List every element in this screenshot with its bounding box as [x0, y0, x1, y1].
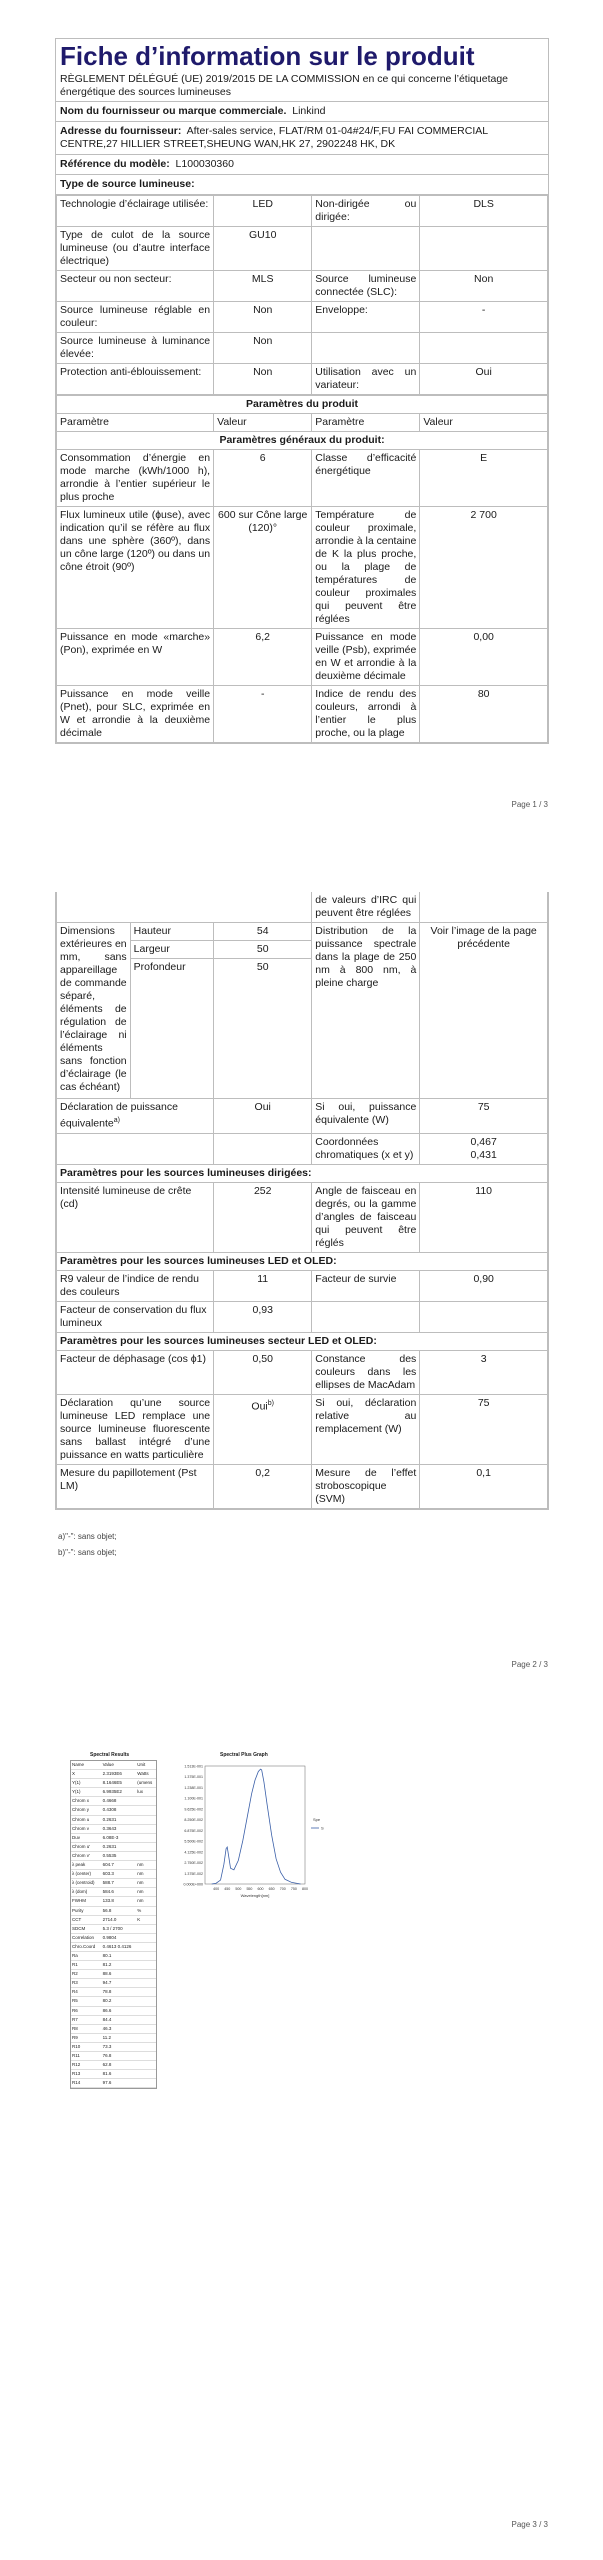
spectral-cell: nm [137, 1898, 144, 1904]
type-label: Type de culot de la source lumineuse (ou d’autre interface électrique) [57, 227, 214, 271]
type-label: Enveloppe: [312, 302, 420, 333]
spectral-cell: λ peak [72, 1862, 86, 1868]
r9-value: 11 [214, 1270, 312, 1301]
spectral-row [71, 1979, 156, 1988]
spectral-cell: 0.2631 [102, 1816, 117, 1822]
spectral-row [71, 1952, 156, 1961]
params-table [56, 395, 548, 743]
type-label: Protection anti-éblouissement: [57, 364, 214, 395]
spectral-row [71, 2007, 156, 2016]
spectral-cell: 0.9804 [102, 1934, 117, 1940]
y-tick-label: 9.625E-002 [184, 1807, 203, 1812]
macadam-value: 3 [420, 1350, 548, 1394]
page-1-frame [55, 38, 549, 744]
replace-value: Oui [251, 1400, 268, 1412]
spectral-cell: 8.1646E5 [102, 1780, 122, 1786]
spectral-cell [136, 2025, 156, 2033]
spectral-cell: R4 [72, 1989, 78, 1995]
peak-label: Intensité lumineuse de crête (cd) [57, 1182, 214, 1252]
plot-area [205, 1766, 305, 1884]
type-value: LED [214, 196, 312, 227]
param-value: 80 [420, 686, 548, 743]
param-label: Indice de rendu des couleurs, arrondi à l’entier le plus proche, ou la plage [312, 686, 420, 743]
col-param-2: Paramètre [312, 414, 420, 432]
supplier-label: Nom du fournisseur ou marque commerciale. [60, 105, 287, 117]
spectral-cell: 133.8 [102, 1898, 114, 1904]
x-tick-label: 650 [268, 1887, 275, 1891]
type-label: Non-dirigée ou dirigée: [312, 196, 420, 227]
y-tick-label: 6.875E-002 [184, 1828, 203, 1833]
x-tick-label: 550 [246, 1887, 253, 1891]
spectral-cell: λ (dom) [72, 1889, 88, 1895]
phase-label: Facteur de déphasage (cos ϕ1) [57, 1350, 214, 1394]
spectral-cell [136, 1806, 156, 1814]
dim-value: 54 [214, 923, 312, 941]
type-label: Source lumineuse à luminance élevée: [57, 333, 214, 364]
spectral-cell: 11.2 [102, 2034, 112, 2040]
params-table-continued [56, 892, 548, 1509]
y-tick-label: 1.238E-001 [184, 1785, 203, 1790]
spectral-cell: 78.8 [102, 1989, 112, 1995]
y-tick-label: 2.750E-002 [184, 1861, 203, 1866]
type-row [57, 302, 548, 333]
model-row [56, 155, 548, 175]
type-value: Non [214, 364, 312, 395]
spectral-report-image [70, 1752, 340, 2180]
general-header: Paramètres généraux du produit: [57, 432, 548, 450]
spectral-cell: nm [137, 1862, 144, 1868]
flicker-value: 0,2 [214, 1464, 312, 1508]
type-label: Utilisation avec un variateur: [312, 364, 420, 395]
led-header: Paramètres pour les sources lumineuses LED et OLED: [57, 1252, 548, 1270]
spectral-cell: Y(1) [72, 1780, 81, 1786]
spectral-row [71, 1843, 156, 1852]
spectral-chart-title: Spectral Plus Graph [220, 1752, 268, 1758]
spectral-cell: X [72, 1771, 76, 1777]
page-number: Page 1 / 3 [511, 800, 548, 809]
spectral-cell: Chro.Coord [72, 1943, 96, 1949]
spectral-cell [136, 2061, 156, 2069]
spectral-cell: FWHM [72, 1898, 86, 1904]
spectral-cell [136, 2079, 156, 2087]
replace-w-label: Si oui, déclaration relative au remplacement (W) [312, 1394, 420, 1464]
type-value: Non [420, 271, 548, 302]
spectral-cell: Duv [72, 1834, 81, 1840]
mains-header: Paramètres pour les sources lumineuses secteur LED et OLED: [57, 1332, 548, 1350]
spectral-cell: R2 [72, 1971, 78, 1977]
spectral-cell [136, 1934, 156, 1942]
dim-value: 50 [214, 941, 312, 959]
spectral-cell: 46.3 [102, 2025, 112, 2031]
regulation-text: RÈGLEMENT DÉLÉGUÉ (UE) 2019/2015 DE LA COMMISSION en ce qui concerne l’étiquetage énergétique des sources lumineuses [56, 71, 548, 102]
type-value: - [420, 302, 548, 333]
page-title: Fiche d’information sur le produit [60, 41, 475, 71]
y-tick-label: 1.100E-001 [184, 1796, 203, 1801]
address-value: After-sales service, FLAT/RM 01-04#24/F,FU FAI COMMERCIAL CENTRE,27 HILLIER STREET,SHEUNG WAN,HK 27, 2902248 HK, DK [60, 125, 488, 150]
model-label: Référence du modèle: [60, 158, 170, 170]
spectral-cell: Name [72, 1762, 85, 1767]
type-value: Non [214, 333, 312, 364]
spectral-cell: 604.7 [102, 1862, 114, 1868]
dims-label: Dimensions extérieures en mm, sans appareillage de commande séparé, éléments de régulation de l’éclairage ni éléments sans fonction d’éclairage (le cas échéant) [57, 923, 131, 1099]
supplier-value: Linkind [292, 105, 326, 117]
param-label: Température de couleur proximale, arrondie à la centaine de K la plus proche, ou la plage de températures de couleur proximales qui peuvent être réglées [312, 507, 420, 629]
address-label: Adresse du fournisseur: [60, 125, 182, 137]
spectral-cell: 88.6 [102, 1971, 112, 1977]
equiv-label: Déclaration de puissance équivalente [60, 1101, 178, 1130]
spectral-cell: nm [137, 1889, 144, 1895]
spectral-cell: lux [137, 1789, 143, 1795]
dim-name: Largeur [130, 941, 213, 959]
type-value [420, 227, 548, 271]
spectral-cell: % [137, 1907, 142, 1913]
equiv-w-label: Si oui, puissance équivalente (W) [312, 1099, 420, 1134]
spectral-cell: 0.4613 0.4126 [102, 1943, 132, 1949]
type-table [56, 195, 548, 395]
spectral-cell: Chrom v [72, 1825, 90, 1831]
spectral-row [71, 2016, 156, 2025]
spectral-row [71, 2061, 156, 2070]
spectral-cell: 2714.0 [102, 1916, 117, 1922]
page-3 [0, 1720, 603, 2560]
r9-label: R9 valeur de l’indice de rendu des couleurs [57, 1270, 214, 1301]
spectral-cell [136, 2016, 156, 2024]
beam-value: 110 [420, 1182, 548, 1252]
spectral-row [71, 2070, 156, 2079]
equiv-value: Oui [214, 1099, 312, 1134]
spectral-row [71, 1988, 156, 1997]
spectral-cell: 0.2631 [102, 1843, 117, 1849]
type-value: GU10 [214, 227, 312, 271]
type-value: MLS [214, 271, 312, 302]
spectral-row [71, 1825, 156, 1834]
spectral-cell: 62.8 [102, 2062, 112, 2068]
spectral-cell: Correlation [72, 1934, 95, 1940]
spectral-row [71, 1806, 156, 1815]
spectral-cell [136, 1979, 156, 1987]
replace-sup: b) [267, 1399, 274, 1407]
spectral-cell: 86.6 [102, 2007, 112, 2013]
spectral-label: Distribution de la puissance spectrale dans la plage de 250 nm à 800 nm, à pleine charge [312, 923, 420, 1099]
address-row [56, 122, 548, 155]
replace-label: Déclaration qu’une source lumineuse LED remplace une source lumineuse fluorescente sans ballast intégré d’une puissance en watts particulière [57, 1394, 214, 1464]
spectral-row [71, 1997, 156, 2006]
spectral-cell: λ (centroid) [72, 1880, 95, 1886]
spectral-cell: 6.08E-3 [102, 1834, 119, 1840]
param-value: 2 700 [420, 507, 548, 629]
type-row [57, 227, 548, 271]
spectral-cell: 588.7 [102, 1880, 114, 1886]
dim-name: Hauteur [130, 923, 213, 941]
page-2-frame [55, 892, 549, 1510]
spectral-row [71, 1852, 156, 1861]
spectral-row [71, 1761, 156, 1770]
param-label: Puissance en mode veille (Pnet), pour SLC, exprimée en W et arrondie à la deuxième décimale [57, 686, 214, 743]
spectral-cell: R9 [72, 2034, 78, 2040]
spectral-cell [136, 1816, 156, 1824]
spectral-cell: 80.1 [102, 1952, 112, 1958]
spectral-cell: K [137, 1916, 141, 1922]
spectral-cell: 94.7 [102, 1980, 112, 1986]
model-value: L100030360 [175, 158, 234, 170]
page-1 [0, 0, 603, 820]
spectral-cell [136, 1825, 156, 1833]
spectral-cell [136, 1997, 156, 2005]
supplier-row [56, 102, 548, 122]
spectral-row [71, 1907, 156, 1916]
type-label: Source lumineuse réglable en couleur: [57, 302, 214, 333]
spectral-cell: R14 [72, 2080, 81, 2086]
spectral-row [71, 1934, 156, 1943]
col-param-1: Paramètre [57, 414, 214, 432]
spectral-row [71, 1870, 156, 1879]
spectral-row [71, 1943, 156, 1952]
type-row [57, 333, 548, 364]
spectral-table-title: Spectral Results [90, 1752, 130, 1758]
col-value-1: Valeur [214, 414, 312, 432]
param-label: Flux lumineux utile (ɸuse), avec indication qu’il se réfère au flux dans une sphère (360º), dans un cône large (120º) ou dans un cône étroit (90º) [57, 507, 214, 629]
spectral-row [71, 1916, 156, 1925]
x-axis-label: Wavelength[nm] [240, 1893, 270, 1898]
y-tick-label: 0.000E+000 [183, 1882, 203, 1887]
param-label: Classe d’efficacité énergétique [312, 450, 420, 507]
spectral-cell: 81.2 [102, 1962, 112, 1968]
spectral-cell: Y(1) [72, 1789, 81, 1795]
y-tick-label: 4.125E-002 [184, 1850, 203, 1855]
spectral-results-table [70, 1760, 157, 2089]
param-value: 0,00 [420, 629, 548, 686]
spectral-cell: Ra [72, 1952, 78, 1958]
col-value-2: Valeur [420, 414, 548, 432]
spectral-cell: Chrom x [72, 1798, 90, 1804]
spectral-cell [136, 1943, 156, 1951]
footnote-a: a)"-": sans objet; [58, 1532, 117, 1541]
spectral-cell [136, 2007, 156, 2015]
spectral-row [71, 1970, 156, 1979]
spectral-cell: R6 [72, 2007, 78, 2013]
spectral-row [71, 1770, 156, 1779]
general-row [57, 686, 548, 743]
params-header: Paramètres du produit [57, 396, 548, 414]
spectral-cell: R10 [72, 2043, 81, 2049]
y-tick-label: 5.500E-002 [184, 1839, 203, 1844]
spectral-row [71, 1779, 156, 1788]
footnote-b: b)"-": sans objet; [58, 1548, 117, 1557]
param-value: - [214, 686, 312, 743]
macadam-label: Constance des couleurs dans les ellipses de MacAdam [312, 1350, 420, 1394]
legend-entry: S [321, 1825, 324, 1831]
spectral-cell: Chrom u [72, 1816, 90, 1822]
directed-header: Paramètres pour les sources lumineuses dirigées: [57, 1164, 548, 1182]
spectral-cell: 603.3 [102, 1871, 114, 1877]
x-tick-label: 700 [279, 1887, 286, 1891]
x-tick-label: 750 [290, 1887, 297, 1891]
spectral-chart [165, 1760, 335, 1910]
spectral-cell: 81.6 [102, 2071, 112, 2077]
spectral-cell: Chrom v' [72, 1852, 90, 1858]
page-number: Page 3 / 3 [511, 2520, 548, 2529]
type-value: Oui [420, 364, 548, 395]
spectral-row [71, 2079, 156, 2088]
spectral-row [71, 1788, 156, 1797]
y-tick-label: 1.375E-002 [184, 1871, 203, 1876]
spectral-row [71, 1816, 156, 1825]
type-label: Technologie d’éclairage utilisée: [57, 196, 214, 227]
type-row [57, 271, 548, 302]
type-header: Type de source lumineuse: [56, 175, 548, 195]
x-tick-label: 450 [224, 1887, 231, 1891]
beam-label: Angle de faisceau en degrés, ou la gamme d’angles de faisceau qui peuvent être réglés [312, 1182, 420, 1252]
cri-continued: de valeurs d’IRC qui peuvent être réglées [312, 892, 420, 923]
spectral-cell: R11 [72, 2053, 80, 2058]
spectral-cell [136, 2034, 156, 2042]
spectral-cell: nm [137, 1880, 144, 1886]
spectral-row [71, 1925, 156, 1934]
spectral-cell: Purity [72, 1907, 84, 1913]
general-row [57, 450, 548, 507]
y-tick-label: 8.250E-002 [184, 1818, 203, 1823]
spectral-cell: 0.5535 [102, 1852, 117, 1858]
spectral-cell: (umens [137, 1780, 153, 1786]
spectral-cell [136, 1925, 156, 1933]
param-label: Puissance en mode «marche» (Pon), exprimée en W [57, 629, 214, 686]
spectral-cell: 6.9935E2 [102, 1789, 122, 1795]
spectral-cell: 84.4 [102, 2016, 112, 2022]
spectral-cell: R7 [72, 2016, 78, 2022]
chroma-x: 0,467 [470, 1135, 497, 1148]
chroma-label: Coordonnées chromatiques (x et y) [312, 1133, 420, 1164]
spectral-cell: R1 [72, 1962, 78, 1968]
spectral-cell [136, 2043, 156, 2051]
spectral-cell: 76.8 [102, 2053, 112, 2058]
spectral-cell: 80.2 [102, 1998, 112, 2004]
y-tick-label: 1.375E-001 [184, 1775, 203, 1780]
survival-value: 0,90 [420, 1270, 548, 1301]
svm-value: 0,1 [420, 1464, 548, 1508]
general-row [57, 629, 548, 686]
spectral-row [71, 1861, 156, 1870]
spectral-cell [136, 1970, 156, 1978]
spectral-cell: R5 [72, 1998, 78, 2004]
spectral-row [71, 1834, 156, 1843]
y-tick-label: 1.513E-001 [184, 1764, 203, 1769]
spectral-cell: 0.4308 [102, 1807, 117, 1813]
lumen-label: Facteur de conservation du flux lumineux [57, 1301, 214, 1332]
type-label: Source lumineuse connectée (SLC): [312, 271, 420, 302]
spectral-cell: 0.3643 [102, 1825, 117, 1831]
spectral-cell: 5.3 / 2700 [102, 1925, 123, 1931]
param-label: Consommation d’énergie en mode marche (kWh/1000 h), arrondie à l’entier supérieur le plus proche [57, 450, 214, 507]
phase-value: 0,50 [214, 1350, 312, 1394]
spectral-row [71, 1888, 156, 1897]
spectral-cell: 73.3 [102, 2043, 112, 2049]
lumen-value: 0,93 [214, 1301, 312, 1332]
spectral-cell [136, 2070, 156, 2078]
spectral-row [71, 2034, 156, 2043]
param-value: 6,2 [214, 629, 312, 686]
spectral-cell [136, 1988, 156, 1996]
spectral-row [71, 1961, 156, 1970]
spectral-cell: Value [102, 1762, 114, 1767]
x-tick-label: 400 [213, 1887, 220, 1891]
type-label [312, 333, 420, 364]
equiv-w-value: 75 [420, 1099, 548, 1134]
spectral-row [71, 2025, 156, 2034]
page-number: Page 2 / 3 [511, 1660, 548, 1669]
type-row [57, 196, 548, 227]
survival-label: Facteur de survie [312, 1270, 420, 1301]
type-value: DLS [420, 196, 548, 227]
spectral-cell [136, 1961, 156, 1969]
spectral-row [71, 2043, 156, 2052]
general-row [57, 507, 548, 629]
spectral-cell: 584.6 [102, 1889, 114, 1895]
spectral-cell [136, 1852, 156, 1860]
page-2 [0, 880, 603, 1700]
spectral-cell: Chrom y [72, 1807, 90, 1813]
equiv-sup: a) [113, 1117, 120, 1124]
param-label: Puissance en mode veille (Psb), exprimée en W et arrondie à la deuxième décimale [312, 629, 420, 686]
spectral-row [71, 2052, 156, 2061]
replace-w-value: 75 [420, 1394, 548, 1464]
spectral-cell: R3 [72, 1980, 78, 1986]
spectral-cell: CCT [72, 1916, 82, 1922]
spectral-cell: Unit [137, 1762, 146, 1767]
param-value: 6 [214, 450, 312, 507]
spectral-cell: R13 [72, 2071, 81, 2077]
x-tick-label: 500 [235, 1887, 242, 1891]
type-label [312, 227, 420, 271]
type-value [420, 333, 548, 364]
spectral-cell: Chrom u' [72, 1843, 91, 1849]
spectral-row [71, 1797, 156, 1806]
peak-value: 252 [214, 1182, 312, 1252]
dim-value: 50 [214, 959, 312, 1099]
type-row [57, 364, 548, 395]
spectral-cell: nm [137, 1871, 144, 1877]
dim-name: Profondeur [130, 959, 213, 1099]
spectral-cell: 0.4668 [102, 1798, 117, 1804]
type-value: Non [214, 302, 312, 333]
param-value: 600 sur Cône large (120)° [214, 507, 312, 629]
spectral-cell [136, 1797, 156, 1805]
spectral-value: Voir l’image de la page précédente [420, 923, 548, 1099]
spectral-cell: 56.8 [102, 1907, 112, 1913]
spectral-cell [136, 1952, 156, 1960]
legend-title: Spe [313, 1817, 321, 1822]
spectral-cell: SDCM [72, 1925, 86, 1931]
x-tick-label: 800 [302, 1887, 308, 1891]
x-tick-label: 600 [257, 1887, 264, 1891]
flicker-label: Mesure du papillotement (Pst LM) [57, 1464, 214, 1508]
spectral-row [71, 1879, 156, 1888]
spectral-cell [136, 1834, 156, 1842]
spectral-cell: 2.3193E6 [102, 1771, 122, 1777]
spectral-cell [136, 1843, 156, 1851]
chroma-y: 0,431 [470, 1148, 497, 1161]
svm-label: Mesure de l’effet stroboscopique (SVM) [312, 1464, 420, 1508]
spectral-cell: R12 [72, 2062, 81, 2068]
spectral-row [71, 1897, 156, 1906]
spectral-cell: Watts [137, 1771, 149, 1777]
spectral-cell: 97.6 [102, 2080, 112, 2086]
spectral-cell: λ (center) [72, 1871, 92, 1877]
param-value: E [420, 450, 548, 507]
type-label: Secteur ou non secteur: [57, 271, 214, 302]
spectral-cell: R8 [72, 2025, 78, 2031]
spectral-cell [136, 2052, 156, 2060]
